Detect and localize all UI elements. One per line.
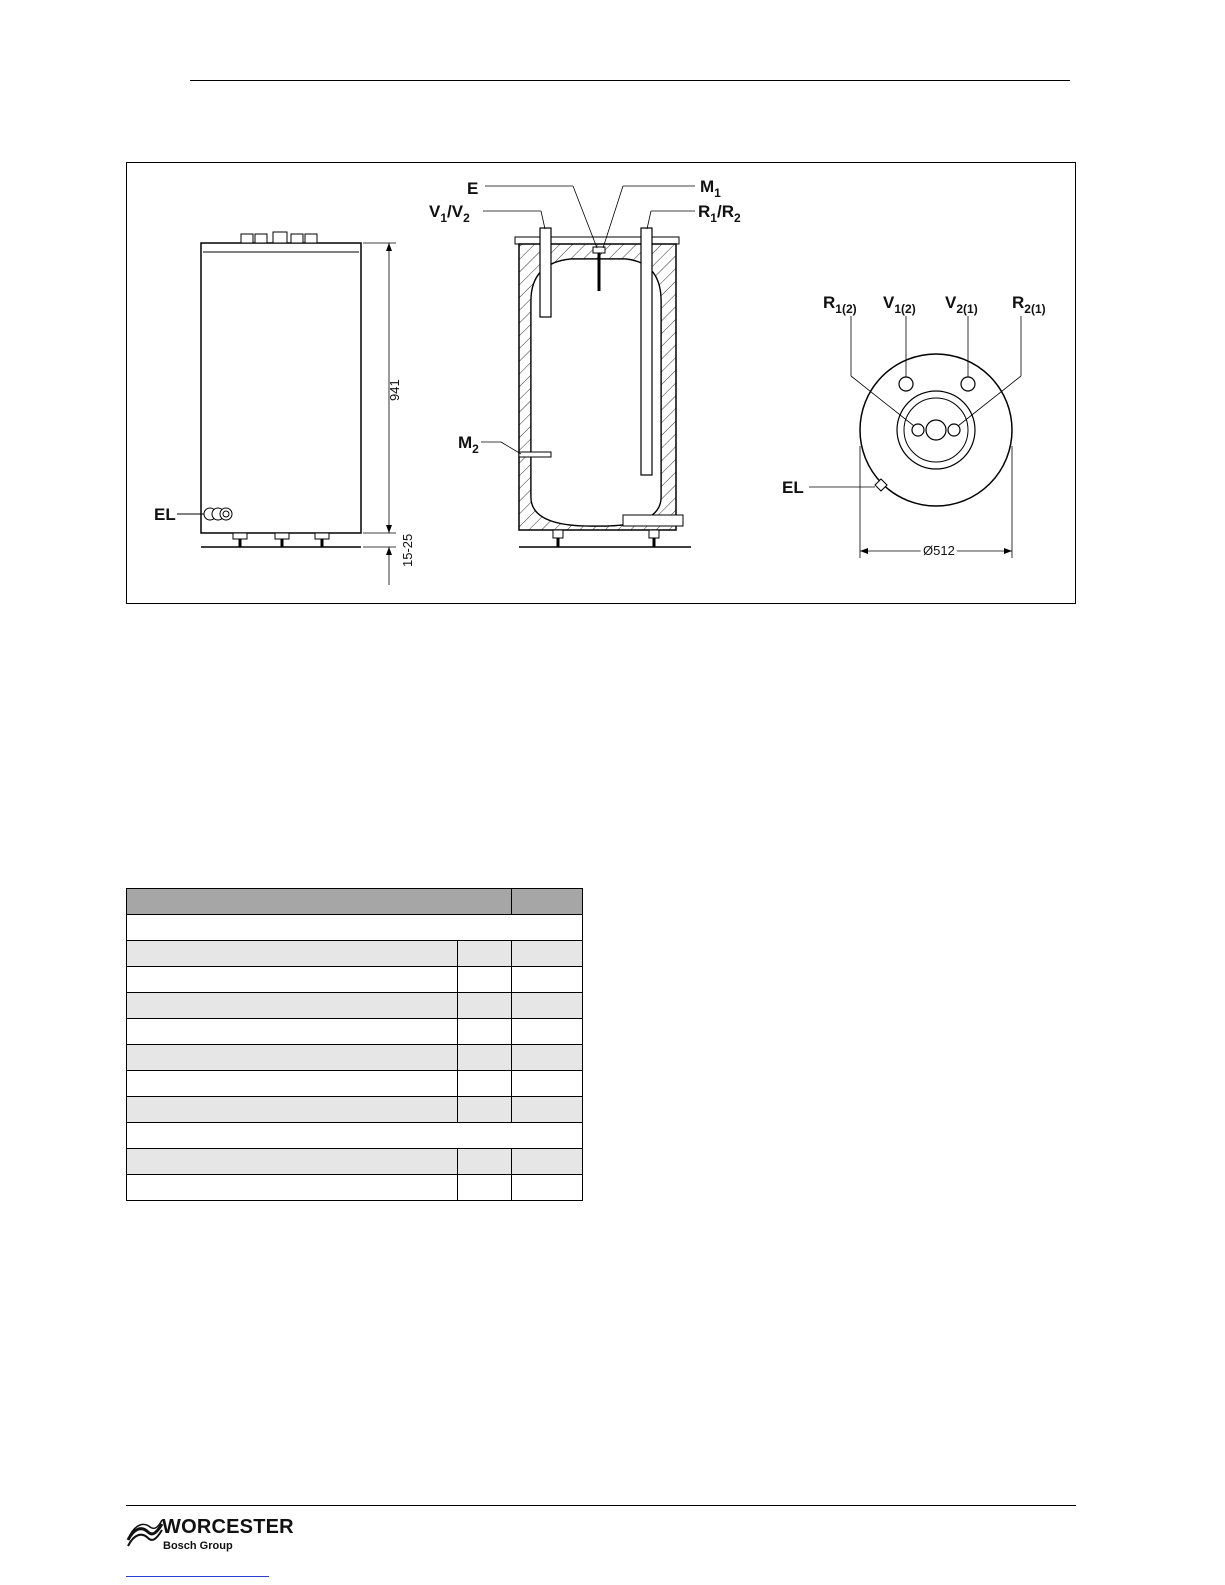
- cylinder-diagram: [127, 163, 1075, 603]
- label-m1: $M_1$: [700, 177, 721, 200]
- label-m2: $M_2$: [458, 433, 479, 456]
- table-cell: [458, 941, 512, 967]
- table-cell: [127, 1123, 583, 1149]
- top-port-v2: [961, 377, 975, 391]
- header-rule: [190, 80, 1070, 81]
- table-cell: [127, 993, 458, 1019]
- section-view: [481, 186, 695, 547]
- table-cell: [127, 1019, 458, 1045]
- table-row: [127, 1175, 583, 1201]
- top-el-label: EL: [782, 478, 804, 497]
- table-cell: [127, 1071, 458, 1097]
- height-dimension: 941: [387, 379, 402, 401]
- top-center-hole: [926, 420, 946, 440]
- table-cell: [512, 941, 583, 967]
- table-cell: [512, 1097, 583, 1123]
- table-row: [127, 1071, 583, 1097]
- top-view: [809, 316, 1021, 558]
- immersion-heater: [623, 515, 683, 526]
- label-r1-r2: $R_1/R_2$: [698, 202, 741, 225]
- label-e: E: [467, 179, 479, 198]
- front-top-connectors: [241, 232, 317, 243]
- table-cell: [512, 1019, 583, 1045]
- table-cell: [458, 1019, 512, 1045]
- diameter-dimension: Ø512: [923, 543, 955, 558]
- front-el-connector: [204, 508, 232, 520]
- table-cell: [127, 1045, 458, 1071]
- table-cell: [458, 1175, 512, 1201]
- table-cell: [512, 993, 583, 1019]
- table-row: [127, 993, 583, 1019]
- front-el-label: EL: [154, 505, 176, 524]
- logo-swoosh-icon: [126, 1518, 166, 1548]
- front-view: [177, 232, 396, 585]
- table-row: [127, 1045, 583, 1071]
- table-row: [127, 1097, 583, 1123]
- logo-group: Bosch Group: [163, 1540, 233, 1552]
- table-row: [127, 967, 583, 993]
- table-cell: [127, 967, 458, 993]
- table-cell: [127, 915, 583, 941]
- table-cell: [127, 941, 458, 967]
- table-cell: [458, 1045, 512, 1071]
- table-cell: [512, 1045, 583, 1071]
- table-cell: [127, 889, 512, 915]
- front-cabinet: [201, 243, 361, 533]
- table-cell: [458, 1149, 512, 1175]
- label-v2-1: $V_{2(1)}$: [945, 293, 978, 316]
- spec-table-body: [127, 889, 583, 1201]
- table-cell: [458, 1097, 512, 1123]
- label-v1-v2: $V_1/V_2$: [429, 202, 470, 225]
- table-row: [127, 915, 583, 941]
- logo-brand: WORCESTER: [162, 1516, 294, 1538]
- table-cell: [127, 1175, 458, 1201]
- footer-link[interactable]: [126, 1576, 269, 1577]
- table-cell: [458, 967, 512, 993]
- table-row: [127, 1149, 583, 1175]
- front-feet: [233, 533, 329, 547]
- diagram-frame: [126, 162, 1076, 604]
- table-cell: [512, 1071, 583, 1097]
- table-cell: [458, 993, 512, 1019]
- table-cell: [512, 1149, 583, 1175]
- table-row: [127, 1019, 583, 1045]
- table-cell: [512, 1175, 583, 1201]
- spec-table: [126, 888, 583, 1201]
- top-port-v1: [899, 377, 913, 391]
- table-row: [127, 889, 583, 915]
- table-cell: [458, 1071, 512, 1097]
- label-r2-1: $R_{2(1)}$: [1012, 293, 1046, 316]
- sensor-pocket: [519, 452, 551, 457]
- table-cell: [512, 967, 583, 993]
- table-row: [127, 1123, 583, 1149]
- flow-pipe: [540, 228, 551, 317]
- table-cell: [512, 889, 583, 915]
- return-pipe: [641, 228, 652, 475]
- table-cell: [127, 1149, 458, 1175]
- footer-rule: [126, 1505, 1076, 1506]
- feet-dimension: 15-25: [400, 533, 415, 567]
- label-r1-2: $R_{1(2)}$: [823, 293, 857, 316]
- table-cell: [127, 1097, 458, 1123]
- label-v1-2: $V_{1(2)}$: [883, 293, 916, 316]
- table-row: [127, 941, 583, 967]
